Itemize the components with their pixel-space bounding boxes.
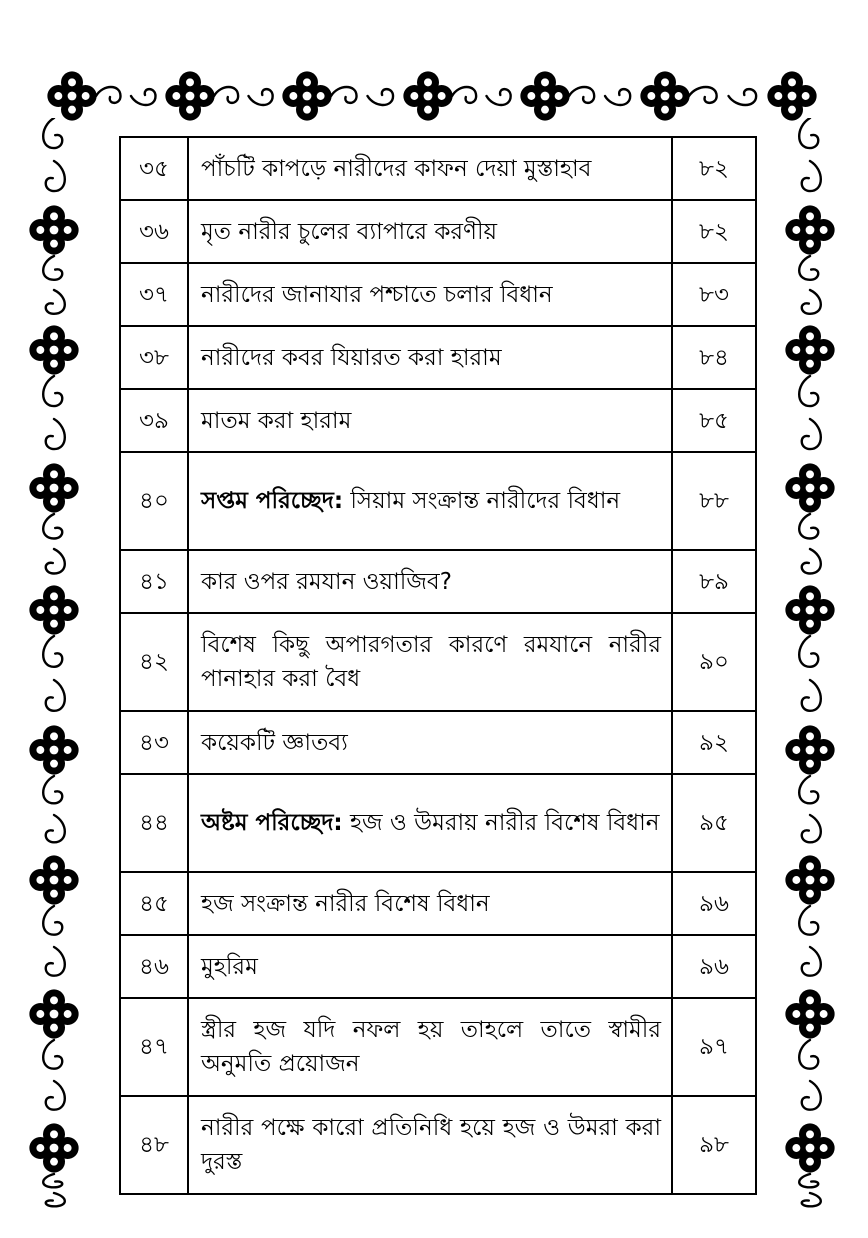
row-title: পাঁচটি কাপড়ে নারীদের কাফন দেয়া মুস্তাহাব — [201, 155, 592, 182]
four-petal-flower-icon — [29, 205, 78, 254]
row-number: ৩৮ — [120, 326, 188, 389]
four-petal-flower-icon — [785, 725, 834, 774]
four-petal-flower-icon — [29, 463, 78, 512]
row-number: ৪৬ — [120, 935, 188, 998]
table-row — [120, 389, 756, 452]
table-row — [120, 1096, 756, 1194]
scroll-swirl-icon — [689, 87, 756, 105]
row-number: ৪৪ — [120, 774, 188, 872]
scroll-swirl-icon — [43, 1174, 65, 1206]
four-petal-flower-icon — [785, 325, 834, 374]
page-number: ৯৮ — [672, 1096, 756, 1194]
row-title: হজ সংক্রান্ত নারীর বিশেষ বিধান — [201, 890, 490, 917]
row-title-cell — [188, 613, 672, 711]
page-number: ৯২ — [672, 711, 756, 774]
scroll-swirl-icon — [43, 1040, 65, 1110]
row-title-cell — [188, 137, 672, 200]
scroll-swirl-icon — [799, 514, 821, 574]
four-petal-flower-icon — [640, 71, 689, 120]
scroll-swirl-icon — [43, 776, 65, 842]
row-title: মাতম করা হারাম — [201, 407, 352, 434]
four-petal-flower-icon — [29, 855, 78, 904]
four-petal-flower-icon — [165, 71, 214, 120]
page-number: ৯৫ — [672, 774, 756, 872]
row-title: নারীদের কবর যিয়ারত করা হারাম — [201, 344, 502, 371]
four-petal-flower-icon — [785, 1123, 834, 1172]
row-title: স্ত্রীর হজ যদি নফল হয় তাহলে তাতে স্বামীর অনুমতি প্রয়োজন — [201, 1017, 661, 1077]
chapter-heading: সপ্তম পরিচ্ছেদ: — [201, 488, 344, 514]
scroll-swirl-icon — [43, 256, 65, 314]
row-number: ৪১ — [120, 550, 188, 613]
row-title: কার ওপর রমযান ওয়াজিব? — [201, 568, 452, 595]
chapter-heading: অষ্টম পরিচ্ছেদ: — [201, 810, 343, 836]
scroll-swirl-icon — [799, 256, 821, 314]
page-number: ৯৭ — [672, 998, 756, 1096]
row-title: হজ ও উমরায় নারীর বিশেষ বিধান — [349, 810, 660, 836]
four-petal-flower-icon — [785, 205, 834, 254]
row-number: ৪২ — [120, 613, 188, 711]
scroll-swirl-icon — [331, 87, 393, 105]
ornamental-border-left — [28, 118, 80, 1238]
scroll-swirl-icon — [799, 776, 821, 842]
table-row — [120, 263, 756, 326]
row-title: মুহরিম — [201, 953, 258, 980]
row-title-cell — [188, 326, 672, 389]
scroll-swirl-icon — [43, 636, 65, 711]
page-number: ৮২ — [672, 200, 756, 263]
four-petal-flower-icon — [282, 71, 331, 120]
scroll-swirl-icon — [43, 514, 65, 574]
table-row — [120, 711, 756, 774]
row-title-cell — [188, 872, 672, 935]
row-title-cell — [188, 1096, 672, 1194]
four-petal-flower-icon — [29, 325, 78, 374]
row-title: নারীদের জানাযার পশ্চাতে চলার বিধান — [201, 281, 553, 308]
row-title: বিশেষ কিছু অপারগতার কারণে রমযানে নারীর পানাহার করা বৈধ — [201, 632, 661, 692]
row-title-cell — [188, 935, 672, 998]
page-number: ৯৬ — [672, 935, 756, 998]
four-petal-flower-icon — [29, 1123, 78, 1172]
table-row — [120, 872, 756, 935]
page-number: ৮২ — [672, 137, 756, 200]
four-petal-flower-icon — [403, 71, 452, 120]
scroll-swirl-icon — [799, 1040, 821, 1110]
row-number: ৪৮ — [120, 1096, 188, 1194]
table-row — [120, 137, 756, 200]
row-title-cell — [188, 711, 672, 774]
contents-table — [119, 136, 757, 1195]
table-row — [120, 550, 756, 613]
row-number: ৪৭ — [120, 998, 188, 1096]
row-number: ৪০ — [120, 452, 188, 550]
row-number: ৪৫ — [120, 872, 188, 935]
row-title-cell — [188, 263, 672, 326]
four-petal-flower-icon — [785, 855, 834, 904]
scroll-swirl-icon — [96, 87, 156, 105]
scroll-swirl-icon — [569, 87, 630, 105]
page-number: ৮৯ — [672, 550, 756, 613]
four-petal-flower-icon — [29, 725, 78, 774]
scroll-swirl-icon — [799, 118, 821, 191]
scroll-swirl-icon — [214, 87, 273, 105]
four-petal-flower-icon — [47, 71, 96, 120]
row-title: সিয়াম সংক্রান্ত নারীদের বিধান — [350, 488, 621, 514]
row-title: নারীর পক্ষে কারো প্রতিনিধি হয়ে হজ ও উমরা করা দুরস্ত — [201, 1115, 661, 1175]
scroll-swirl-icon — [43, 906, 65, 976]
row-number: ৩৭ — [120, 263, 188, 326]
scroll-swirl-icon — [799, 1174, 821, 1206]
four-petal-flower-icon — [29, 989, 78, 1038]
page-number: ৮৪ — [672, 326, 756, 389]
ornamental-border-right — [784, 118, 836, 1238]
row-title: মৃত নারীর চুলের ব্যাপারে করণীয় — [201, 218, 498, 245]
row-title: কয়েকটি জ্ঞাতব্য — [201, 729, 348, 756]
table-row — [120, 326, 756, 389]
row-title-cell — [188, 774, 672, 872]
row-number: ৩৬ — [120, 200, 188, 263]
scroll-swirl-icon — [799, 906, 821, 976]
row-number: ৪৩ — [120, 711, 188, 774]
page-number: ৮৩ — [672, 263, 756, 326]
four-petal-flower-icon — [29, 585, 78, 634]
table-row — [120, 998, 756, 1096]
row-title-cell — [188, 452, 672, 550]
row-number: ৩৫ — [120, 137, 188, 200]
table-row — [120, 935, 756, 998]
four-petal-flower-icon — [785, 989, 834, 1038]
table-row — [120, 200, 756, 263]
page-number: ৯৬ — [672, 872, 756, 935]
row-title-cell — [188, 550, 672, 613]
four-petal-flower-icon — [785, 585, 834, 634]
contents-table-body — [120, 137, 756, 1194]
scroll-swirl-icon — [799, 636, 821, 711]
row-number: ৩৯ — [120, 389, 188, 452]
four-petal-flower-icon — [785, 463, 834, 512]
scroll-swirl-icon — [452, 87, 511, 105]
scroll-swirl-icon — [43, 376, 65, 449]
row-title-cell — [188, 998, 672, 1096]
scroll-swirl-icon — [43, 118, 65, 191]
four-petal-flower-icon — [520, 71, 569, 120]
scroll-swirl-icon — [799, 376, 821, 449]
page-number: ৮৫ — [672, 389, 756, 452]
table-row — [120, 452, 756, 550]
page-number: ৯০ — [672, 613, 756, 711]
table-row — [120, 774, 756, 872]
table-row — [120, 613, 756, 711]
row-title-cell — [188, 389, 672, 452]
row-title-cell — [188, 200, 672, 263]
page-number: ৮৮ — [672, 452, 756, 550]
ornamental-border-top — [40, 68, 830, 124]
four-petal-flower-icon — [767, 71, 816, 120]
